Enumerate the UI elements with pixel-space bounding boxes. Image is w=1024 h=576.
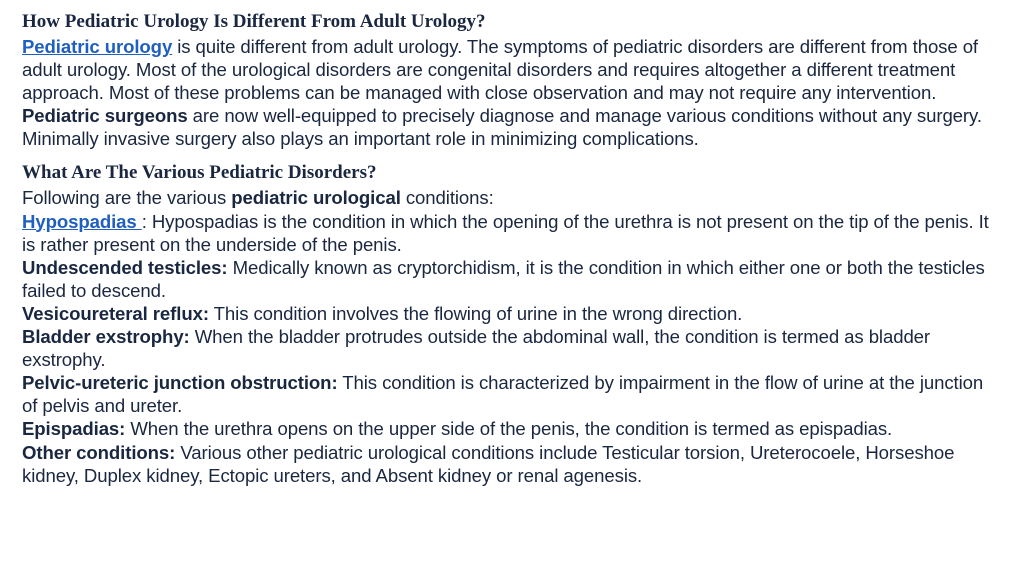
item-desc: Hypospadias is the condition in which the opening of the urethra is not present on the tip of the penis. It is rather present on the underside of the penis. [22, 210, 989, 255]
spacer [22, 150, 1000, 160]
list-item [22, 371, 1000, 417]
intro-text-a: is quite different from adult urology. The symptoms of pediatric disorders are different from those of adult urology. Most of the urological disorders are congenital disorders and requires altogether a different treatment approach. Most of these problems can be managed with close observation and may not require any intervention. [22, 36, 978, 104]
list-item [22, 210, 1000, 256]
intro-bold-surgeons: Pediatric surgeons [22, 105, 188, 127]
item-desc: Medically known as cryptorchidism, it is the condition in which either one or both the testicles failed to descend. [22, 256, 985, 301]
heading-pediatric-disorders: What Are The Various Pediatric Disorders? [22, 162, 377, 184]
list-item [22, 325, 1000, 371]
item-separator: : [141, 210, 152, 232]
hypospadias-link[interactable]: Hypospadias [22, 210, 142, 232]
heading-adult-vs-pediatric: How Pediatric Urology Is Different From Adult Urology? [22, 11, 486, 32]
intro-paragraph [22, 35, 1000, 150]
intro-text-c: are now well-equipped to precisely diagnose and manage various conditions without any surgery. Minimally invasive surgery also plays an important role in minimizing complications. [22, 105, 982, 150]
pediatric-urology-link[interactable]: Pediatric urology [22, 36, 173, 57]
list-item [22, 441, 1000, 487]
item-term: Other conditions: [22, 441, 176, 463]
disorders-intro-a: Following are the various [22, 187, 232, 209]
item-term: Vesicoureteral reflux: [22, 302, 209, 324]
disorders-intro [22, 186, 1000, 209]
item-term: Bladder exstrophy: [22, 326, 190, 348]
item-desc: When the urethra opens on the upper side of the penis, the condition is termed as epispadias. [125, 418, 893, 440]
item-desc: Various other pediatric urological conditions include Testicular torsion, Ureterocoele, Horseshoe kidney, Duplex kidney, Ectopic ureters, and Absent kidney or renal agenesis. [22, 441, 955, 486]
list-item [22, 256, 1000, 302]
item-term: Epispadias: [22, 418, 126, 440]
disorders-intro-c: conditions: [400, 187, 494, 209]
item-term: Undescended testicles: [22, 256, 228, 278]
item-desc: When the bladder protrudes outside the abdominal wall, the condition is termed as bladder exstrophy. [22, 326, 931, 371]
list-item [22, 417, 1000, 440]
item-desc: This condition involves the flowing of urine in the wrong direction. [208, 302, 743, 324]
item-term: Pelvic-ureteric junction obstruction: [22, 372, 338, 394]
item-desc: This condition is characterized by impairment in the flow of urine at the junction of pelvis and ureter. [22, 372, 984, 417]
list-item [22, 302, 1000, 325]
disorders-intro-bold: pediatric urological [231, 187, 401, 209]
